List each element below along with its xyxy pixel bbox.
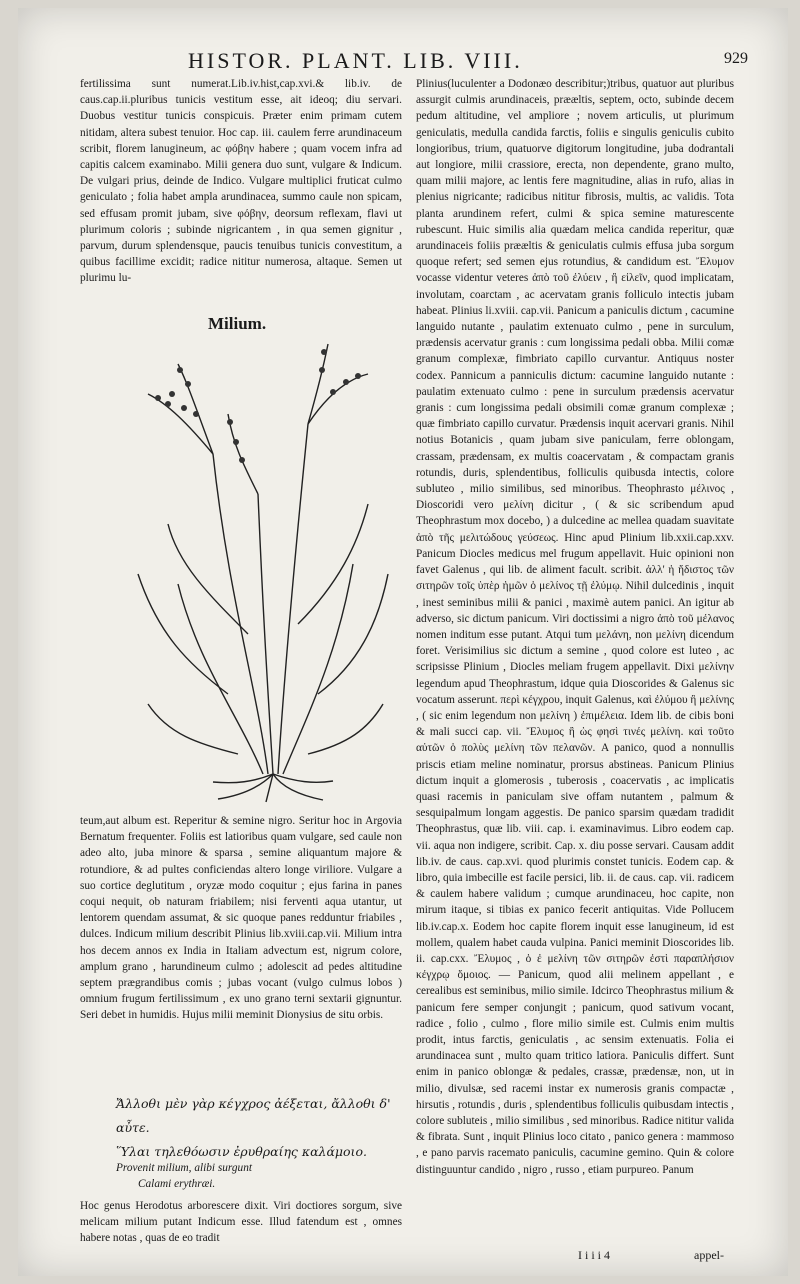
left-bottom-text: Hoc genus Herodotus arborescere dixit. Viri doctiores sorgum, sive melicam milium putant Indicum esse. Illud fatendum est , omnes habere notas , quas de eo tradit: [80, 1200, 402, 1245]
greek-verse: [116, 1092, 406, 1164]
figure-caption: Milium.: [208, 314, 267, 333]
right-column: [416, 76, 734, 1178]
book-page: [18, 8, 788, 1276]
latin-verse-line-1: Provenit milium, alibi surgunt: [116, 1162, 252, 1174]
left-top-text: fertilissima sunt numerat.Lib.iv.hist,cap.xvi.& lib.iv. de caus.cap.ii.pluribus tunicis vestitum esse, ait ideoq; diu servari. Duobus vestitur tunicis conspicuis. Præter enim primam cutem nitidam, altera subest tenuior. Hoc cap. iii. caulem ferre arundinaceum scribit, florem lanugineum, ac φόβην habere ; quam vocem infra ad capitis calcem examinabo. Milii genera duo sunt, vulgare & Indicum. De vulgari prius, deinde de Indico. Vulgare multiplici fruticat culmo geniculato ; folia habet ampla arundinacea, summo caule non spicam, sed effusam promit jubam, sive φόβην, deorsum reflexam, flavi ut plurimum coloris ; subinde nigricantem , in qua semen gignitur , parvum, durum splendensque, paucis tenuibus tunicis convestitum, a quibus facillime excidit; radice nititur numerosa, altaque. Semen ut plurimu lu-: [80, 78, 402, 285]
greek-verse-line-2: Ὕλαι τηλεθόωσιν ἐρυθραίης καλάμοιο.: [116, 1144, 367, 1159]
signature-mark: I i i i 4: [578, 1248, 610, 1262]
catchword: appel-: [694, 1248, 724, 1262]
greek-verse-line-1: Ἄλλοθι μὲν γὰρ κέγχρος ἀέξεται, ἄλλοθι δ' αὖτε.: [116, 1096, 391, 1135]
latin-verse-line-2: Calami erythræi.: [138, 1178, 216, 1190]
left-column-top: [80, 76, 402, 287]
millet-plant-illustration: [118, 334, 398, 804]
running-header: [188, 48, 748, 76]
left-column-bottom: [80, 1198, 402, 1247]
page-number: 929: [724, 50, 748, 67]
left-mid-text: teum,aut album est. Reperitur & semine nigro. Seritur hoc in Argovia Bernatum frequenter. Foliis est latioribus quam vulgare, sed caule non adeo alto, juba minore & sparsa , semine aliquantum majore & rotundiore, & ad pultes conficiendas altero longe viriliore. Vulgare a suo cortice deglutitum , oryzæ modo coquitur ; ejus farina in panes coqui nequit, ob naturam friabilem; nisi ferventi aqua utantur, ut lentorem quendam assumat, & sic quoque panes redduntur friabiles , dulces. Indicum milium describit Plinius lib.xviii.cap.vii. Milium intra hos decem annos ex India in Italiam advectum est, nigrum colore, amplum grano , harundineum culmo ; adolescit ad pedes altitudine septem prægrandibus comis ; jubas vocant (vulgo culmus lobos ) omnium frugum fertilissimum , ex uno grano terni sextarii gignuntur. Seri debet in humidis. Hujus milii meminit Dionysius de situ orbis.: [80, 815, 402, 1022]
left-column-middle: [80, 813, 402, 1024]
running-title: HISTOR. PLANT. LIB. VIII.: [188, 48, 523, 73]
latin-verse: [116, 1160, 406, 1192]
right-column-text: Plinius(luculenter a Dodonæo describitur;)tribus, quatuor aut pluribus assurgit culmis arundinaceis, prææltis, septem, octo, subinde decem pedum altitudine, vel ampliore ; novem articulis, ut plurimum geniculatis, medulla candida farctis, foliis e singulis geniculis cubito longioribus, trium, quatuorve digitorum longitudine, juba dodrantali aut longiore, milii crassiore, erecta, non dependente, grano multo, quam milii majore, ac lentis fere magnitudine, alias in rufo, alias in plenius nigricante; radicibus nititur fibrosis, multis, ac validis. Tota planta arundinem refert, culmi & spica semine maturescente rubescunt. Huic similis alia quædam melica candida reperitur, quæ arundinaceis foliis prææltis & geniculatis culmis effusa juba sorgum quoque refert; sed semen ejus rotundius, & candidum est. Ἔλυμον vocasse videntur veteres ἀπὸ τοῦ ἐλύειν , ἢ εἰλεῖν, quod implicatam, involutam, coarctam , ac acervatam granis folliculo intectis jubam habeat. Plinius li.xviii. cap.vii. Panicum a paniculis dictum , cacumine languido nutante , paulatim extenuato culmo , pene in surculum, prædensis acervatur granis : cum longissima pedali obba. Milii comæ granum complexæ, fimbriato capillo curvantur. Antiquus noster codex. Pannicum a panniculis dictum: cacumine languido nutante : paulatim extenuato culmo : pene in surculum prædensis acervatur granis : cum longissima pedali obsimili comæ granum complexæ ; quæ fimbriato capillo curvatur. Prædensis inquit acervari granis. Nihil notius Botanicis , quam jubam sive paniculam, ferre oblongam, crassam, prædensam, ex multis coacervatam , & compactam granis rotundis, duris, splendentibus, folliculis quibusda intectis, colore subluteo , milio similibus, sed minoribus. Theophrasto μέλινος , Dioscoridi vero μελίνη dicitur , ( & sic scribendum apud Theophrastum mox docebo, ) a dulcedine ac mellea quadam suavitate ἀπὸ τῆς μελιτώδους γεύσεως. Hinc apud Plinium lib.xxii.cap.xxv. Panicum Diocles medicus mel frugum appellavit. Huic opinioni non favet Galenus , qui lib. de aliment facult. scribit. ἀλλ' ἡ ἥδιστος τῶν σιτηρῶν τοῖς ὑπὲρ ἡμῶν ὁ μελίνος τῇ ἐλύμῳ. Nihil dulcedinis , inquit , inest seminibus milii & panici , maximè autem panici. An igitur ab adverso, sic dictum panicum. Viri doctissimi a nigro ἀπὸ τοῦ μέλανος nomen inditum esse putant. Atqui tum μελάνη, non μελίνη dicendum foret. Verisimilius sic dictum a semine , quod colore est luteo , ac scripsisse Plinium , Diocles meliam frugem appellavit. Dixi μελίνην legendum apud Theophrastum, idque quia Dioscorides & Galenus sic vocatum asserunt. περὶ κέγχρου, inquit Galenus, καὶ ἐλύμου ἢ μελίνης , ( sic enim legendum non μελίνη ) ἐπιμέλεια. Idem lib. de cibis boni & mali succi cap. vii. Ἔλυμος ἢ ὡς φησὶ τινές μελίνη. καὶ τοῦτο αὐτῶν ὁ πολὺς μελίνη τῶν πελανῶν. A panico, quod a nonnullis priscis etiam meline nominatur, prorsus abstineas. Panicum Plinius dictum inquit a glomerosis , tuberosis , coacervatis , ac implicatis quasi racemis in paniculam sive offam nutantem , palmum & sesquipalmum longam aggestis. De panico sparsim quædam tradidit Theophrastus, quæ lib. viii. cap. i. examinavimus. Libro eodem cap. vii. aqua non indigere, scribit. Cap. x. diu posse servari. Causam addit lib.iv. de caus. cap.xvi. quod plurimis constet tunicis. Eodem cap. & libro, quia imbecille est facile persici, lib. ii. de caus. cap. vii. radicem & caulem habere validum ; cumque arundinaceu, hoc capite, non mirum itaque, si tibias ex panico fecerit antiquitas. Vide Pollucem lib.iv.cap.x. Eodem hoc capite florem inquit esse lanugineum, id est mollem, qualem habet cauda vulpina. Panici meminit Dioscorides lib. ii. cap.cxx. Ἔλυμος , ὁ ἐ μελίνη τῶν σιτηρῶν ἐστὶ παραπλήσιον κέγχρῳ ὅμοιος. — Panicum, quod alii melinem appellant , e cerealibus est seminibus, milio simile. Idcirco Theophrastus milium & panicum fere semper conjungit ; panicum, quod sativum vocant, radice , folio , culmo , flore milio simile est. Culmis enim multis prodit, intus farctis, geniculatis , ac sensim extenuatis. Folia ei arundinacea sunt , multo quam tritico latiora. Paniculis differt. Sunt enim in panico oblongæ & pedales, crassæ, prædensæ, non, ut in milio, divulsæ, sed racemi instar ex numerosis granis compactæ , hirsutis , rotundis , duris , splendentibus folliculis quibusdam intectis , colore subluteis , milio similibus , sed minoribus. Radice nititur valida & fibrata. Sunt , inquit Plinius loco citato , panico genera : mammoso , e pano parvis racemato paniculis, cacumine gemino. Quin & colore distinguuntur candido , nigro , russo , etiam purpureo. Panum: [416, 78, 734, 1176]
